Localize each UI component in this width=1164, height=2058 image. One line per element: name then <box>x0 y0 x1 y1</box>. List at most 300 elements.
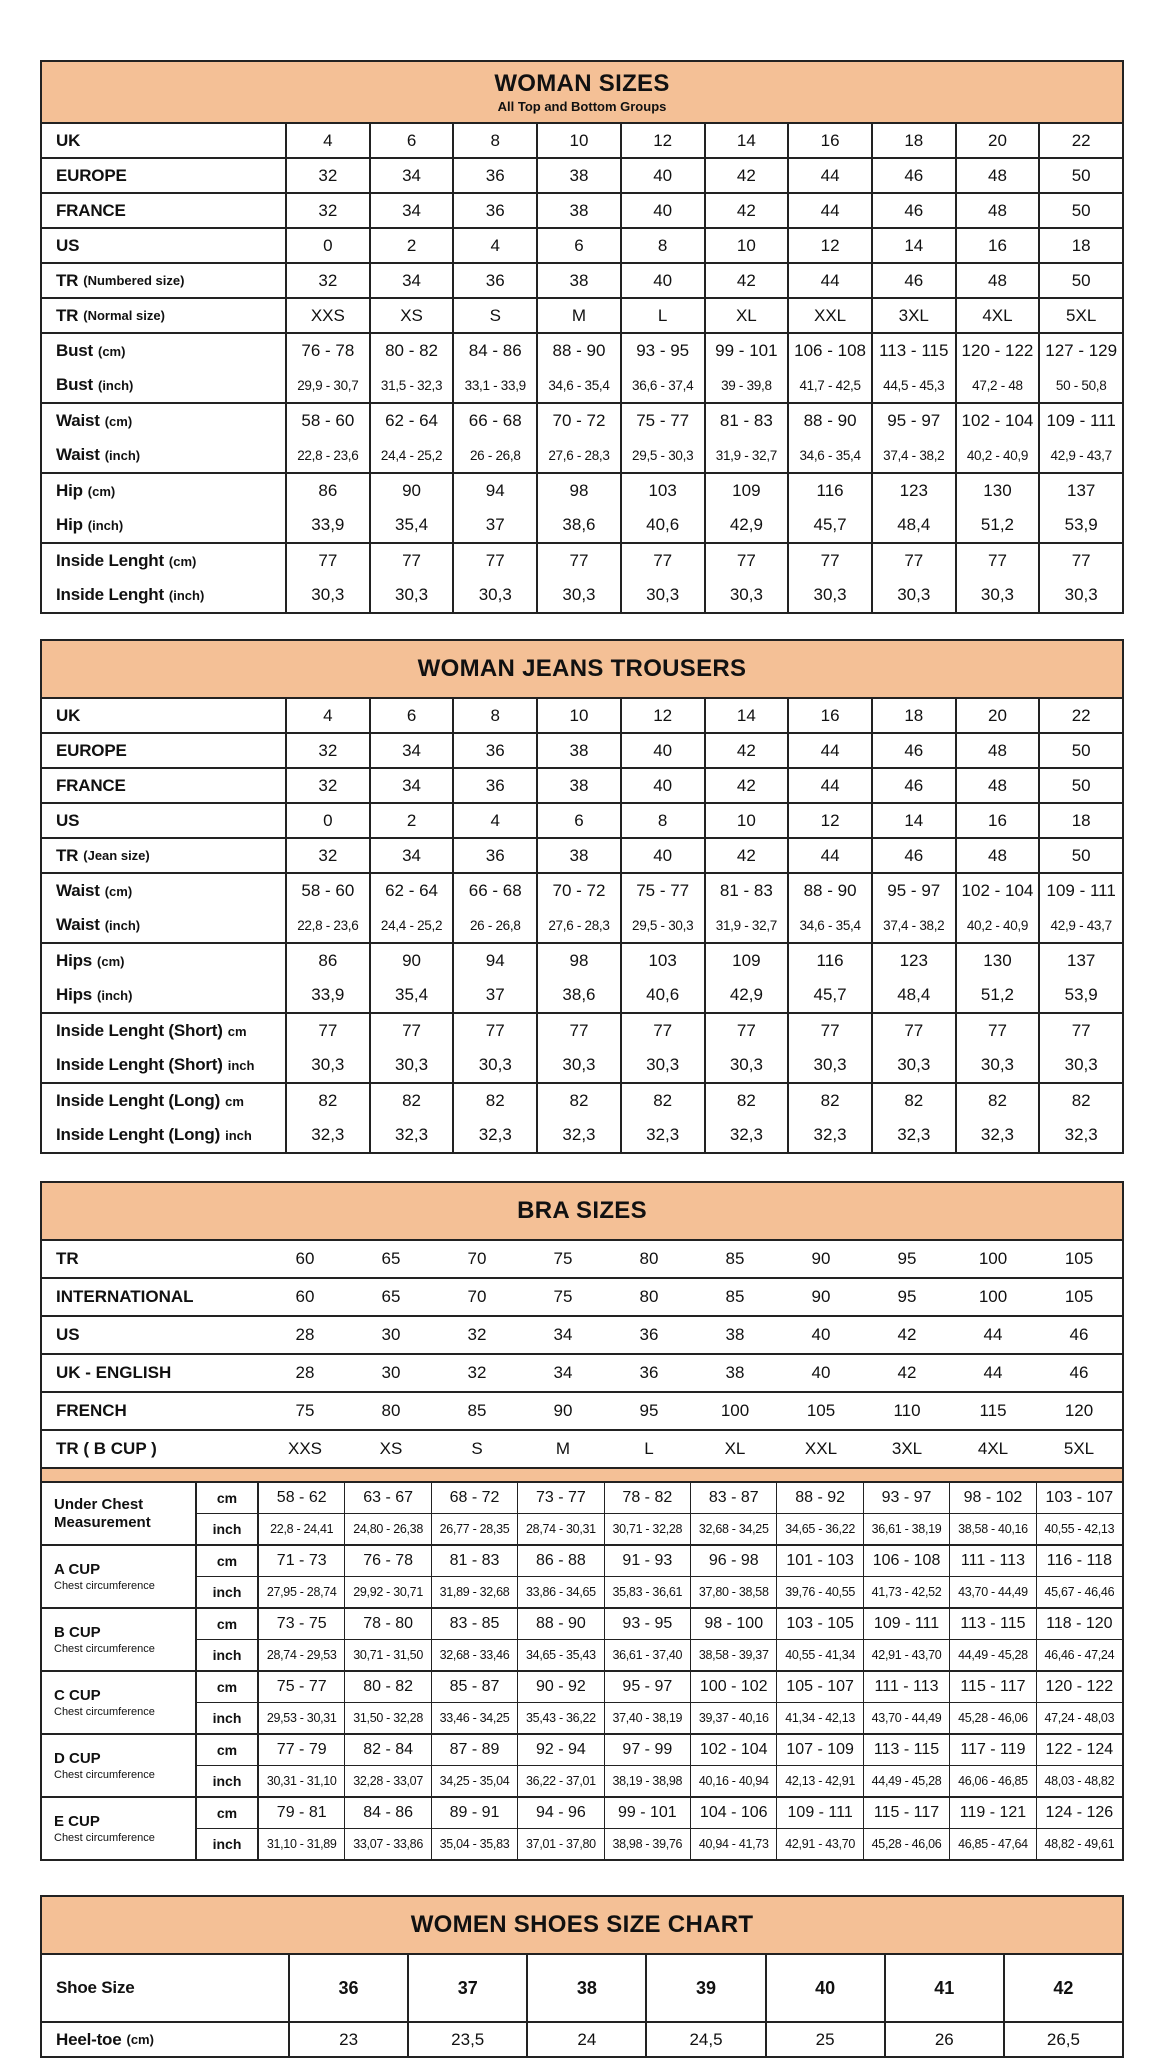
row-group <box>42 872 1122 942</box>
row-label: UK - ENGLISH <box>56 1363 172 1382</box>
value-cell: 117 - 119 <box>949 1735 1035 1765</box>
value-cell: 130 <box>955 474 1039 508</box>
value-cell: 75 <box>553 1287 573 1306</box>
value-cell: 94 <box>452 944 536 978</box>
value-cell: 32,68 - 33,46 <box>431 1640 517 1670</box>
unit-label: cm <box>197 1609 259 1639</box>
row-label-cell <box>42 438 287 472</box>
value-cell: 30,3 <box>369 578 453 612</box>
value-cell: 120 - 122 <box>955 334 1039 368</box>
value-cell: 68 - 72 <box>431 1483 517 1513</box>
value-cell: 76 - 78 <box>344 1546 430 1576</box>
value-cell: 32 <box>318 845 338 865</box>
value-cell: 50 <box>1038 194 1122 227</box>
value-cell: 58 - 62 <box>276 1489 327 1506</box>
row-label-suffix: (cm) <box>104 413 133 429</box>
row-label-suffix: (inch) <box>87 517 124 533</box>
value-cell: 77 <box>787 544 871 578</box>
value-cell: 27,6 - 28,3 <box>536 438 620 472</box>
table-row <box>197 1798 1122 1828</box>
row-group <box>42 192 1122 227</box>
value-cell: 46 <box>871 159 955 192</box>
row-label: TR <box>56 845 79 865</box>
value-cell: 30,3 <box>704 1048 788 1082</box>
row-label-cell <box>42 839 287 872</box>
unit-label: inch <box>197 1514 259 1544</box>
cup-rows <box>197 1672 1122 1733</box>
row-label-suffix: (cm) <box>87 483 116 499</box>
value-cell: 62 - 64 <box>369 404 453 438</box>
cup-label: B CUP <box>54 1624 101 1642</box>
value-cell: 48 <box>955 769 1039 802</box>
value-cell: 30,3 <box>620 1048 704 1082</box>
table-row <box>197 1672 1122 1702</box>
value-cell: 37,01 - 37,80 <box>517 1829 603 1859</box>
value-cell: L <box>644 1439 654 1458</box>
value-cell: 29,5 - 30,3 <box>620 438 704 472</box>
table-row <box>197 1828 1122 1859</box>
value-cell: 36 <box>338 1977 359 1998</box>
cup-label: A CUP <box>54 1561 101 1579</box>
cup-label-cell <box>42 1672 197 1733</box>
table-row <box>42 699 1122 732</box>
table-row <box>42 908 1122 942</box>
value-cell: 35,4 <box>369 508 453 542</box>
row-label-cell <box>42 229 287 262</box>
value-cell: 36,61 - 38,19 <box>863 1514 949 1544</box>
value-cell: 93 - 97 <box>863 1483 949 1513</box>
divider-strip <box>42 1467 1122 1483</box>
value-cell: 102 - 104 <box>955 404 1039 438</box>
row-label-cell <box>42 2023 290 2056</box>
value-cell: 30,3 <box>620 578 704 612</box>
value-cell: 82 <box>536 1084 620 1118</box>
value-cell: 63 - 67 <box>344 1483 430 1513</box>
value-cell: 44 <box>787 734 871 767</box>
value-cell: 24,4 - 25,2 <box>369 438 453 472</box>
value-cell: XXL <box>787 299 871 332</box>
value-cell: 115 - 117 <box>863 1798 949 1828</box>
value-cell: 40,6 <box>620 508 704 542</box>
value-cell: 100 - 102 <box>690 1672 776 1702</box>
cup-label: C CUP <box>54 1687 101 1705</box>
value-cell: 23,5 <box>407 2023 526 2056</box>
row-label: Inside Lenght (Short) <box>56 1021 223 1040</box>
value-cell: 90 <box>811 1287 831 1306</box>
value-cell: 22,8 - 24,41 <box>270 1522 334 1536</box>
value-cell: 40,2 - 40,9 <box>955 438 1039 472</box>
value-cell: 40 <box>620 769 704 802</box>
value-cell: 118 - 120 <box>1036 1609 1122 1639</box>
value-cell: 77 <box>1038 1014 1122 1048</box>
table-row <box>42 1084 1122 1118</box>
value-cell: 115 - 117 <box>949 1672 1035 1702</box>
cup-rows <box>197 1546 1122 1607</box>
value-cell: 8 <box>452 124 536 157</box>
value-cell: 93 - 95 <box>620 334 704 368</box>
row-label: US <box>56 235 80 255</box>
value-cell: 12 <box>787 804 871 837</box>
value-cell: 20 <box>955 699 1039 732</box>
value-cell: 50 <box>1038 839 1122 872</box>
value-cell: 50 - 50,8 <box>1038 368 1122 402</box>
value-cell: M <box>536 299 620 332</box>
value-cell: 66 - 68 <box>452 874 536 908</box>
row-group <box>42 1082 1122 1152</box>
value-cell: 105 - 107 <box>776 1672 862 1702</box>
value-cell: 82 <box>955 1084 1039 1118</box>
value-cell: 42 <box>897 1325 917 1344</box>
value-cell: 40,2 - 40,9 <box>955 908 1039 942</box>
value-cell: 18 <box>1038 229 1122 262</box>
value-cell: 42 <box>1003 1955 1122 2021</box>
value-cell: 71 - 73 <box>276 1552 327 1569</box>
row-label: EUROPE <box>56 740 127 760</box>
value-cell: 95 <box>897 1287 917 1306</box>
row-label-suffix: (inch) <box>97 987 133 1003</box>
value-cell: 77 <box>620 1014 704 1048</box>
value-cell: 46,46 - 47,24 <box>1036 1640 1122 1670</box>
value-cell: 60 <box>295 1249 315 1268</box>
row-label-cell <box>42 1014 287 1048</box>
woman-sizes-title: WOMAN SIZES <box>494 70 670 97</box>
value-cell: 3XL <box>871 299 955 332</box>
value-cell: 4XL <box>955 299 1039 332</box>
cup-rows <box>197 1483 1122 1544</box>
value-cell: 30,3 <box>536 578 620 612</box>
value-cell: 30,3 <box>955 578 1039 612</box>
value-cell: 46 <box>871 839 955 872</box>
value-cell: 80 <box>639 1287 659 1306</box>
value-cell: 102 - 104 <box>690 1735 776 1765</box>
unit-label: inch <box>197 1703 259 1733</box>
table-row <box>197 1576 1122 1607</box>
value-cell: 34,25 - 35,04 <box>431 1766 517 1796</box>
value-cell: 30,3 <box>955 1048 1039 1082</box>
value-cell: 32,3 <box>1038 1118 1122 1152</box>
value-cell: 26 - 26,8 <box>452 438 536 472</box>
row-label-suffix: (Numbered size) <box>83 273 185 288</box>
row-label: INTERNATIONAL <box>56 1287 194 1306</box>
value-cell: 48 <box>955 264 1039 297</box>
value-cell: 28,74 - 29,53 <box>266 1648 337 1662</box>
value-cell: S <box>471 1439 483 1458</box>
value-cell: 42 <box>704 769 788 802</box>
value-cell: 88 - 90 <box>787 874 871 908</box>
value-cell: 30,3 <box>369 1048 453 1082</box>
value-cell: 24,4 - 25,2 <box>369 908 453 942</box>
table-row <box>42 404 1122 438</box>
value-cell: 38 <box>536 159 620 192</box>
bra-sizes-header <box>42 1183 1122 1241</box>
row-group <box>42 1012 1122 1082</box>
value-cell: 30,3 <box>536 1048 620 1082</box>
value-cell: 16 <box>955 229 1039 262</box>
value-cell: 77 <box>536 1014 620 1048</box>
cup-label: Under Chest Measurement <box>54 1496 151 1531</box>
value-cell: 82 - 84 <box>344 1735 430 1765</box>
table-row <box>197 1702 1122 1733</box>
value-cell: 12 <box>620 124 704 157</box>
value-cell: 123 <box>871 474 955 508</box>
unit-label: cm <box>197 1798 259 1828</box>
row-label-cell <box>42 769 287 802</box>
value-cell: 32,3 <box>536 1118 620 1152</box>
value-cell: 115 <box>979 1401 1007 1420</box>
row-label: Hip <box>56 515 83 534</box>
row-label: FRENCH <box>56 1401 127 1420</box>
value-cell: 105 <box>1064 1287 1094 1306</box>
value-cell: 38 <box>526 1955 645 2021</box>
value-cell: 32 <box>467 1363 487 1382</box>
value-cell: 36 <box>639 1363 659 1382</box>
value-cell: 113 - 115 <box>871 334 955 368</box>
value-cell: 36 <box>639 1325 659 1344</box>
value-cell: 30,3 <box>871 578 955 612</box>
value-cell: 106 - 108 <box>787 334 871 368</box>
value-cell: 110 <box>893 1401 921 1420</box>
table-row <box>42 1353 1122 1391</box>
cup-label: D CUP <box>54 1750 101 1768</box>
row-group <box>42 262 1122 297</box>
value-cell: 41 <box>884 1955 1003 2021</box>
value-cell: 32,3 <box>955 1118 1039 1152</box>
value-cell: 75 - 77 <box>620 404 704 438</box>
value-cell: 29,53 - 30,31 <box>266 1711 337 1725</box>
row-label: Bust <box>56 341 93 360</box>
value-cell: 30,3 <box>871 1048 955 1082</box>
value-cell: 42 <box>704 194 788 227</box>
table-row <box>197 1735 1122 1765</box>
value-cell: 77 <box>955 1014 1039 1048</box>
value-cell: 105 <box>806 1401 836 1420</box>
value-cell: 48,4 <box>871 508 955 542</box>
row-label-suffix: (cm) <box>168 553 197 569</box>
row-label: UK <box>56 705 81 725</box>
value-cell: 8 <box>452 699 536 732</box>
value-cell: 30 <box>381 1363 401 1382</box>
table-row <box>42 578 1122 612</box>
cup-group <box>42 1544 1122 1607</box>
value-cell: 96 - 98 <box>690 1546 776 1576</box>
row-label: Hips <box>56 985 93 1004</box>
value-cell: 22,8 - 23,6 <box>297 447 359 463</box>
value-cell: 36 <box>452 734 536 767</box>
value-cell: 95 - 97 <box>871 404 955 438</box>
value-cell: 122 - 124 <box>1036 1735 1122 1765</box>
value-cell: 18 <box>871 699 955 732</box>
row-label-cell <box>42 944 287 978</box>
value-cell: 38,19 - 38,98 <box>604 1766 690 1796</box>
value-cell: 90 <box>369 474 453 508</box>
value-cell: 32 <box>467 1325 487 1344</box>
woman-sizes-header <box>42 62 1122 124</box>
value-cell: 89 - 91 <box>431 1798 517 1828</box>
cup-sublabel: Chest circumference <box>54 1579 155 1592</box>
value-cell: 4 <box>452 804 536 837</box>
value-cell: 77 <box>318 551 338 570</box>
value-cell: 46 <box>871 264 955 297</box>
value-cell: 86 - 88 <box>517 1546 603 1576</box>
value-cell: 6 <box>536 804 620 837</box>
value-cell: 14 <box>871 229 955 262</box>
value-cell: 41,73 - 42,52 <box>863 1577 949 1607</box>
value-cell: 42 <box>704 264 788 297</box>
cup-rows <box>197 1609 1122 1670</box>
value-cell: 100 <box>978 1287 1008 1306</box>
value-cell: 98 - 102 <box>949 1483 1035 1513</box>
value-cell: 43,70 - 44,49 <box>863 1703 949 1733</box>
value-cell: 46 <box>871 769 955 802</box>
value-cell: 119 - 121 <box>949 1798 1035 1828</box>
value-cell: 50 <box>1038 769 1122 802</box>
table-row <box>42 1241 1122 1277</box>
value-cell: 60 <box>295 1287 315 1306</box>
value-cell: 85 <box>725 1249 745 1268</box>
value-cell: 40 <box>811 1363 831 1382</box>
value-cell: 34 <box>369 159 453 192</box>
cup-rows <box>197 1798 1122 1859</box>
value-cell: 113 - 115 <box>863 1735 949 1765</box>
table-row <box>197 1483 1122 1513</box>
cup-sublabel: Chest circumference <box>54 1831 155 1844</box>
value-cell: 36 <box>452 159 536 192</box>
value-cell: 6 <box>536 229 620 262</box>
value-cell: 111 - 113 <box>949 1546 1035 1576</box>
value-cell: 10 <box>536 124 620 157</box>
value-cell: 4 <box>452 229 536 262</box>
unit-label: inch <box>197 1766 259 1796</box>
unit-label: inch <box>197 1829 259 1859</box>
value-cell: 70 - 72 <box>536 874 620 908</box>
value-cell: 0 <box>323 810 333 830</box>
row-label: Inside Lenght (Short) <box>56 1055 223 1074</box>
table-row <box>197 1513 1122 1544</box>
value-cell: 36,22 - 37,01 <box>517 1766 603 1796</box>
table-row <box>197 1546 1122 1576</box>
value-cell: 82 <box>318 1091 338 1110</box>
value-cell: 70 <box>467 1287 487 1306</box>
value-cell: 14 <box>704 699 788 732</box>
value-cell: 99 - 101 <box>704 334 788 368</box>
value-cell: 45,7 <box>787 508 871 542</box>
row-label-cell <box>42 299 287 332</box>
value-cell: 40,55 - 41,34 <box>776 1640 862 1670</box>
value-cell: 82 <box>871 1084 955 1118</box>
value-cell: 2 <box>369 804 453 837</box>
value-cell: 35,4 <box>369 978 453 1012</box>
value-cell: 77 <box>704 1014 788 1048</box>
unit-label: inch <box>197 1640 259 1670</box>
value-cell: 31,9 - 32,7 <box>704 908 788 942</box>
value-cell: 34,65 - 35,43 <box>517 1640 603 1670</box>
value-cell: 103 - 107 <box>1036 1483 1122 1513</box>
value-cell: 40 <box>620 159 704 192</box>
row-label: Inside Lenght (Long) <box>56 1091 221 1110</box>
cup-rows <box>197 1735 1122 1796</box>
value-cell: 35,83 - 36,61 <box>604 1577 690 1607</box>
value-cell: 120 - 122 <box>1036 1672 1122 1702</box>
value-cell: 30,3 <box>452 1048 536 1082</box>
value-cell: 36 <box>452 769 536 802</box>
value-cell: 85 <box>725 1287 745 1306</box>
value-cell: 77 - 79 <box>276 1741 327 1758</box>
value-cell: 101 - 103 <box>776 1546 862 1576</box>
value-cell: XS <box>369 299 453 332</box>
value-cell: 41,34 - 42,13 <box>776 1703 862 1733</box>
cup-group <box>42 1607 1122 1670</box>
value-cell: 46 <box>871 194 955 227</box>
value-cell: 77 <box>620 544 704 578</box>
value-cell: 34 <box>553 1363 573 1382</box>
value-cell: 35,04 - 35,83 <box>431 1829 517 1859</box>
row-label: Inside Lenght (Long) <box>56 1125 221 1144</box>
value-cell: 44 <box>787 769 871 802</box>
value-cell: 0 <box>323 235 333 255</box>
value-cell: 35,43 - 36,22 <box>517 1703 603 1733</box>
table-row <box>42 874 1122 908</box>
value-cell: 50 <box>1038 734 1122 767</box>
value-cell: 44 <box>983 1325 1003 1344</box>
value-cell: 70 <box>467 1249 487 1268</box>
value-cell: 31,89 - 32,68 <box>431 1577 517 1607</box>
value-cell: 123 <box>871 944 955 978</box>
value-cell: 40 <box>811 1325 831 1344</box>
value-cell: 39 - 39,8 <box>704 368 788 402</box>
value-cell: 79 - 81 <box>276 1804 327 1821</box>
value-cell: 44,49 - 45,28 <box>949 1640 1035 1670</box>
value-cell: XXL <box>804 1439 838 1458</box>
unit-label: cm <box>197 1672 259 1702</box>
value-cell: 120 <box>1064 1401 1094 1420</box>
value-cell: 38,6 <box>536 508 620 542</box>
value-cell: 80 - 82 <box>369 334 453 368</box>
value-cell: 50 <box>1038 264 1122 297</box>
value-cell: 34,6 - 35,4 <box>787 438 871 472</box>
row-label-suffix: cm <box>227 1023 247 1039</box>
value-cell: 4 <box>323 130 333 150</box>
value-cell: 32 <box>318 775 338 795</box>
value-cell: 80 - 82 <box>344 1672 430 1702</box>
row-label: Shoe Size <box>56 1978 135 1997</box>
value-cell: 42,9 <box>704 508 788 542</box>
value-cell: 77 <box>1038 544 1122 578</box>
row-label: FRANCE <box>56 775 126 795</box>
row-label-cell <box>42 404 287 438</box>
row-label-suffix: cm <box>225 1093 244 1109</box>
row-label-cell <box>42 1084 287 1118</box>
value-cell: 42,9 - 43,7 <box>1038 438 1122 472</box>
value-cell: 90 - 92 <box>517 1672 603 1702</box>
table-row <box>42 1391 1122 1429</box>
row-label: Waist <box>56 915 100 934</box>
cup-sublabel: Chest circumference <box>54 1768 155 1781</box>
value-cell: 30,71 - 31,50 <box>344 1640 430 1670</box>
value-cell: 94 - 96 <box>517 1798 603 1828</box>
row-group <box>42 732 1122 767</box>
value-cell: 30,3 <box>704 578 788 612</box>
value-cell: 41,7 - 42,5 <box>787 368 871 402</box>
value-cell: 66 - 68 <box>452 404 536 438</box>
value-cell: XXS <box>287 1439 323 1458</box>
cup-group <box>42 1796 1122 1859</box>
value-cell: 77 <box>955 544 1039 578</box>
value-cell: 42 <box>897 1363 917 1382</box>
row-label: Waist <box>56 411 100 430</box>
value-cell: 26 <box>884 2023 1003 2056</box>
value-cell: 75 - 77 <box>620 874 704 908</box>
row-label-cell <box>42 1118 287 1152</box>
